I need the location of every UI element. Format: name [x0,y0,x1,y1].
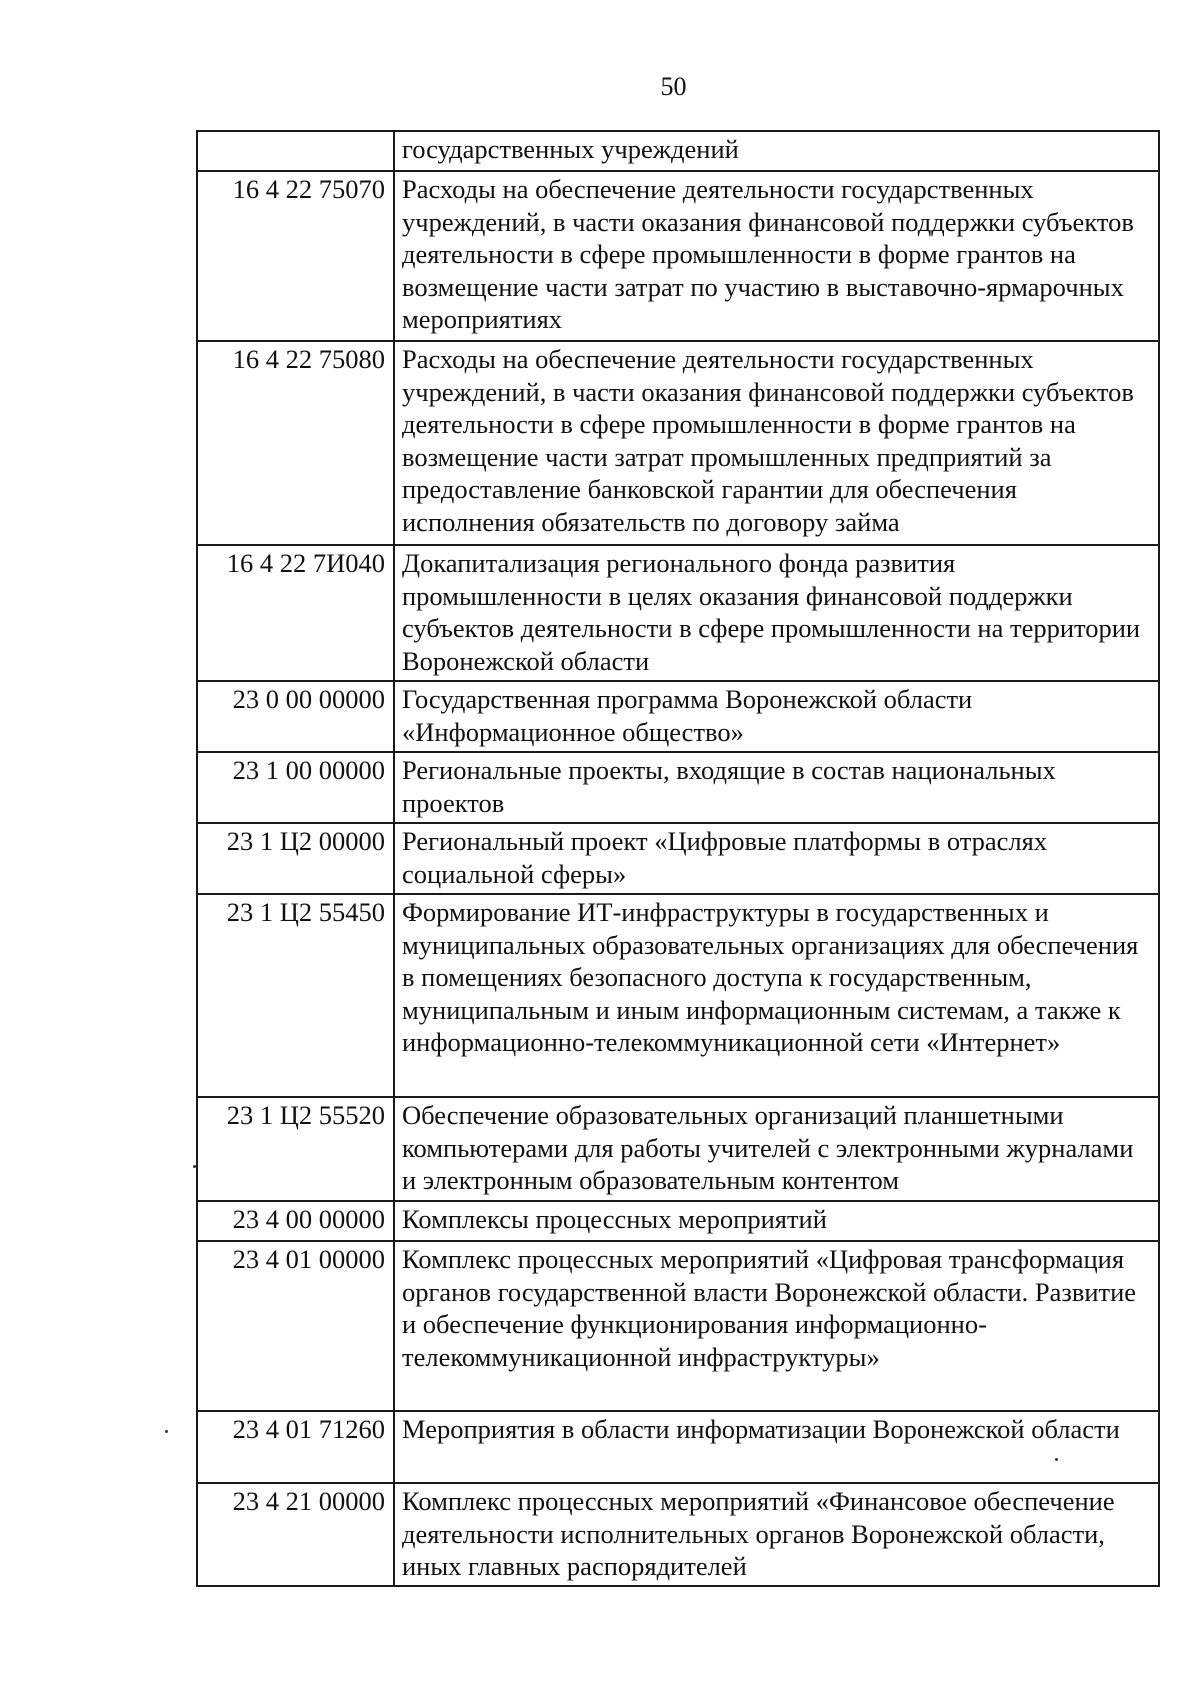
row-code: 16 4 22 75080 [197,341,394,545]
table-row [197,131,1159,171]
table-row [197,1411,1159,1483]
row-description: Обеспечение образовательных организаций планшетными компьютерами для работы учителей с электронными журналами и электронным образовательным контентом [394,1097,1159,1201]
row-description: Комплексы процессных мероприятий [394,1201,1159,1241]
row-code: 23 4 01 71260 [197,1411,394,1483]
row-description: Комплекс процессных мероприятий «Финансовое обеспечение деятельности исполнительных органов Воронежской области, иных главных распорядителей [394,1483,1159,1586]
scan-speck [165,1430,168,1433]
table-row [197,1483,1159,1586]
row-code: 23 4 21 00000 [197,1483,394,1586]
row-code: 16 4 22 7И040 [197,545,394,681]
row-code: 23 1 Ц2 55450 [197,894,394,1097]
row-code: 23 1 Ц2 55520 [197,1097,394,1201]
row-code: 23 4 00 00000 [197,1201,394,1241]
row-code: 23 1 Ц2 00000 [197,823,394,894]
row-description: Расходы на обеспечение деятельности государственных учреждений, в части оказания финансовой поддержки субъектов деятельности в сфере промышленности в форме грантов на возмещение части затрат промышленных предприятий за предоставление банковской гарантии для обеспечения исполнения обязательств по договору займа [394,341,1159,545]
row-description: Расходы на обеспечение деятельности государственных учреждений, в части оказания финансовой поддержки субъектов деятельности в сфере промышленности в форме грантов на возмещение части затрат по участию в выставочно-ярмарочных мероприятиях [394,171,1159,341]
row-description: Докапитализация регионального фонда развития промышленности в целях оказания финансовой поддержки субъектов деятельности в сфере промышленности на территории Воронежской области [394,545,1159,681]
scan-speck [193,1165,196,1168]
table-row [197,1241,1159,1411]
row-code: 23 1 00 00000 [197,752,394,823]
scan-speck [1055,1458,1058,1461]
row-description: государственных учреждений [394,131,1159,171]
row-code [197,131,394,171]
row-description: Региональный проект «Цифровые платформы в отраслях социальной сферы» [394,823,1159,894]
table-row [197,894,1159,1097]
table-row [197,681,1159,752]
row-description: Мероприятия в области информатизации Воронежской области [394,1411,1159,1483]
row-description: Региональные проекты, входящие в состав национальных проектов [394,752,1159,823]
row-description: Формирование ИТ-инфраструктуры в государственных и муниципальных образовательных организациях для обеспечения в помещениях безопасного доступа к государственным, муниципальным и иным информационным системам, а также к информационно-телекоммуникационной сети «Интернет» [394,894,1159,1097]
row-description: Государственная программа Воронежской области «Информационное общество» [394,681,1159,752]
table-row [197,341,1159,545]
row-code: 23 0 00 00000 [197,681,394,752]
row-code: 23 4 01 00000 [197,1241,394,1411]
page-number: 50 [660,72,687,101]
table-row [197,752,1159,823]
table-row [197,545,1159,681]
table-row [197,171,1159,341]
row-description: Комплекс процессных мероприятий «Цифровая трансформация органов государственной власти Воронежской области. Развитие и обеспечение функционирования информационно-телекоммуникационной инфраструктуры» [394,1241,1159,1411]
budget-codes-table [196,130,1160,1587]
table-row [197,823,1159,894]
table-row [197,1201,1159,1241]
row-code: 16 4 22 75070 [197,171,394,341]
table-row [197,1097,1159,1201]
